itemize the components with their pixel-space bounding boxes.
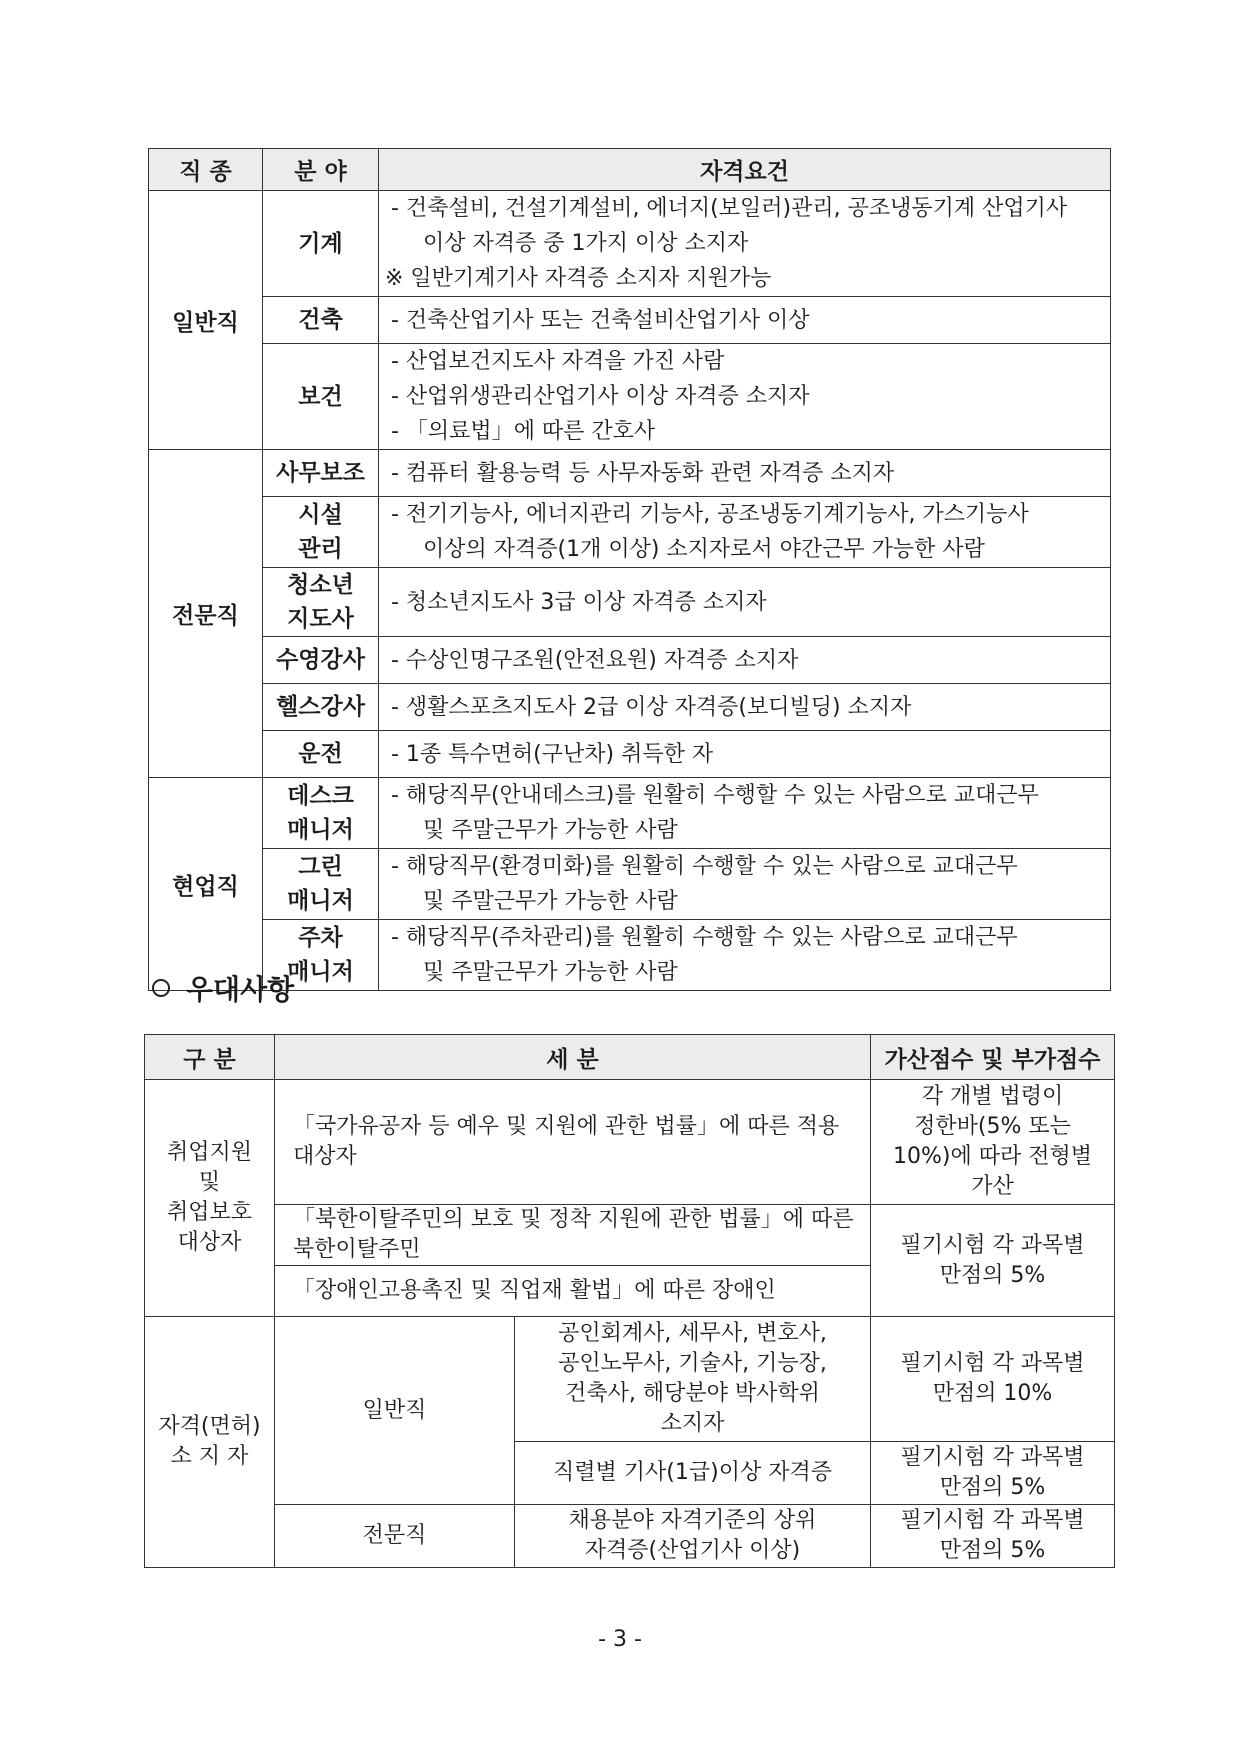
requirement-line: - 수상인명구조원(안전요원) 자격증 소지자 (391, 647, 799, 673)
table-row (149, 568, 1111, 637)
requirement-swim (379, 637, 1111, 684)
requirement-line: - 「의료법」에 따른 간호사 (391, 419, 656, 444)
field-green (263, 849, 379, 920)
field-office: 사무보조 (263, 450, 379, 497)
category-line: 자격(면허) (158, 1414, 261, 1439)
points-line: 10%)에 따라 전형별 (893, 1144, 1092, 1169)
detail-line: 공인노무사, 기술사, 기능장, (558, 1351, 827, 1376)
requirement-line: - 건축설비, 건설기계설비, 에너지(보일러)관리, 공조냉동기계 산업기사 (391, 196, 1068, 221)
requirement-line: 이상의 자격증(1개 이상) 소지자로서 야간근무 가능한 사람 (423, 537, 985, 562)
table-row (145, 1205, 1115, 1266)
points-general-row2 (871, 1442, 1115, 1505)
field-line: 지도사 (287, 606, 354, 632)
requirement-line: - 컴퓨터 활용능력 등 사무자동화 관련 자격증 소지자 (391, 460, 895, 486)
points-line: 정한바(5% 또는 (914, 1114, 1071, 1139)
category-line: 및 (198, 1170, 221, 1195)
detail-line: 건축사, 해당분야 박사학위 (565, 1381, 820, 1406)
header-detail: 세 분 (275, 1035, 871, 1080)
category-general: 일반직 (149, 191, 263, 450)
table-row (145, 1080, 1115, 1205)
preference-heading-text: 우대사항 (186, 973, 295, 1006)
sub-category-general: 일반직 (275, 1317, 515, 1505)
requirement-line: - 전기기능사, 에너지관리 기능사, 공조냉동기계기능사, 가스기능사 (391, 502, 1029, 527)
category-line: 소 지 자 (170, 1444, 249, 1469)
qualification-table (148, 148, 1111, 991)
requirement-line: - 건축산업기사 또는 건축설비산업기사 이상 (391, 307, 810, 333)
category-employment-support (145, 1080, 275, 1317)
field-swim: 수영강사 (263, 637, 379, 684)
category-field-staff: 현업직 (149, 778, 263, 991)
field-health: 보건 (263, 344, 379, 450)
qualification-header-row (149, 149, 1111, 191)
points-general-row1 (871, 1317, 1115, 1442)
field-line: 청소년 (287, 572, 354, 598)
requirement-line: - 청소년지도사 3급 이상 자격증 소지자 (391, 589, 767, 615)
points-patriots (871, 1080, 1115, 1205)
table-row (149, 731, 1111, 778)
table-row (149, 778, 1111, 849)
requirement-line: 및 주말근무가 가능한 사람 (423, 960, 678, 985)
page-number: - 3 - (598, 1627, 642, 1652)
field-architecture: 건축 (263, 297, 379, 344)
requirement-youth (379, 568, 1111, 637)
requirement-architecture (379, 297, 1111, 344)
field-line: 그린 (298, 854, 343, 880)
field-line: 시설 (298, 502, 343, 528)
table-row (149, 637, 1111, 684)
points-line: 필기시험 각 과목별 (900, 1351, 1085, 1376)
field-line: 매니저 (287, 959, 354, 985)
category-line: 취업지원 (166, 1140, 252, 1165)
requirement-facility (379, 497, 1111, 568)
requirement-driving (379, 731, 1111, 778)
category-line: 취업보호 (166, 1200, 252, 1225)
requirement-line: - 생활스포츠지도사 2급 이상 자격증(보디빌딩) 소지자 (391, 694, 912, 720)
requirement-note: ※ 일반기계기사 자격증 소지자 지원가능 (385, 266, 772, 291)
requirement-line: - 산업위생관리산업기사 이상 자격증 소지자 (391, 384, 810, 409)
points-line: 만점의 5% (939, 1538, 1046, 1563)
preference-heading (152, 968, 294, 1008)
points-line: 가산 (971, 1174, 1014, 1199)
header-points: 가산점수 및 부가점수 (871, 1035, 1115, 1080)
requirement-line: - 1종 특수면허(구난차) 취득한 자 (391, 741, 714, 767)
requirement-line: 및 주말근무가 가능한 사람 (423, 889, 678, 914)
detail-general-professional-licenses (515, 1317, 871, 1442)
points-line: 각 개별 법령이 (921, 1084, 1064, 1109)
detail-professional (515, 1505, 871, 1568)
field-driving: 운전 (263, 731, 379, 778)
detail-general-engineer: 직렬별 기사(1급)이상 자격증 (515, 1442, 871, 1505)
table-row (149, 849, 1111, 920)
requirement-green (379, 849, 1111, 920)
detail-line: 공인회계사, 세무사, 변호사, (558, 1321, 827, 1346)
detail-line: 채용분야 자격기준의 상위 (568, 1508, 817, 1533)
header-job-type: 직 종 (149, 149, 263, 191)
table-row (149, 684, 1111, 731)
category-license-holders (145, 1317, 275, 1568)
requirement-health (379, 344, 1111, 450)
sub-category-professional: 전문직 (275, 1505, 515, 1568)
points-line: 만점의 5% (939, 1262, 1046, 1288)
preference-header-row (145, 1035, 1115, 1080)
points-professional (871, 1505, 1115, 1568)
field-machine: 기계 (263, 191, 379, 297)
detail-line: 자격증(산업기사 이상) (584, 1538, 801, 1563)
field-line: 주차 (298, 925, 343, 951)
preference-table (144, 1034, 1115, 1568)
table-row (149, 450, 1111, 497)
category-professional: 전문직 (149, 450, 263, 778)
requirement-desk (379, 778, 1111, 849)
field-line: 데스크 (287, 783, 354, 809)
requirement-line: - 해당직무(주차관리)를 원활히 수행할 수 있는 사람으로 교대근무 (391, 925, 1018, 950)
detail-disabled: 「장애인고용촉진 및 직업재 활법」에 따른 장애인 (275, 1266, 871, 1317)
field-line: 관리 (298, 536, 343, 562)
table-row (145, 1317, 1115, 1442)
table-row (149, 344, 1111, 450)
points-line: 만점의 5% (939, 1475, 1046, 1500)
table-row (149, 297, 1111, 344)
header-division: 구 분 (145, 1035, 275, 1080)
field-health-trainer: 헬스강사 (263, 684, 379, 731)
points-line: 필기시험 각 과목별 (900, 1508, 1085, 1533)
table-row (149, 191, 1111, 297)
field-facility (263, 497, 379, 568)
detail-defectors: 「북한이탈주민의 보호 및 정착 지원에 관한 법률」에 따른 북한이탈주민 (275, 1205, 871, 1266)
requirement-parking (379, 920, 1111, 991)
table-row (149, 497, 1111, 568)
requirement-line: - 산업보건지도사 자격을 가진 사람 (391, 349, 725, 374)
points-line: 만점의 10% (932, 1381, 1053, 1406)
requirement-line: - 해당직무(환경미화)를 원활히 수행할 수 있는 사람으로 교대근무 (391, 854, 1018, 879)
requirement-health-trainer (379, 684, 1111, 731)
circle-bullet-icon (152, 979, 170, 997)
points-employment-shared (871, 1205, 1115, 1317)
field-youth (263, 568, 379, 637)
field-line: 매니저 (287, 817, 354, 843)
requirement-office (379, 450, 1111, 497)
detail-patriots: 「국가유공자 등 예우 및 지원에 관한 법률」에 따른 적용 대상자 (275, 1080, 871, 1205)
header-requirements: 자격요건 (379, 149, 1111, 191)
field-desk (263, 778, 379, 849)
detail-line: 소지자 (660, 1411, 725, 1436)
table-row (145, 1505, 1115, 1568)
points-line: 필기시험 각 과목별 (900, 1232, 1085, 1258)
requirement-line: 및 주말근무가 가능한 사람 (423, 818, 678, 843)
field-line: 매니저 (287, 888, 354, 914)
requirement-machine (379, 191, 1111, 297)
header-field: 분 야 (263, 149, 379, 191)
requirement-line: - 해당직무(안내데스크)를 원활히 수행할 수 있는 사람으로 교대근무 (391, 783, 1039, 808)
points-line: 필기시험 각 과목별 (900, 1445, 1085, 1470)
category-line: 대상자 (177, 1230, 242, 1255)
requirement-line: 이상 자격증 중 1가지 이상 소지자 (423, 231, 749, 256)
